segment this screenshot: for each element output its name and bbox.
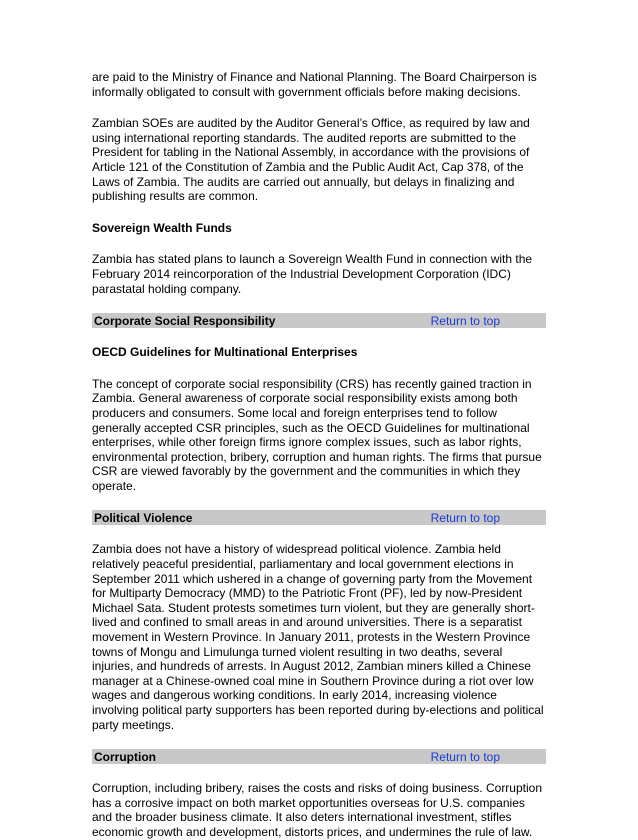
paragraph-soe-audit: Zambian SOEs are audited by the Auditor General’s Office, as required by law and using international reporting standards. The audited reports are submitted to the President for tabling in the National Assembly, in accordance with the provisions of Article 121 of the Constitution of Zambia and the Public Audit Act, Cap 378, of the Laws of Zambia. The audits are carried out annually, but delays in finalizing and publishing results are common.	[92, 116, 530, 204]
paragraph-corruption: Corruption, including bribery, raises the costs and risks of doing business. Corruption has a corrosive impact on both market opportunities overseas for U.S. companies and the broader business climate. It also deters international investment, stifles economic growth and development, distorts prices, and undermines the rule of law.	[92, 781, 542, 839]
section-title-political-violence: Political Violence	[94, 510, 193, 525]
section-bar-corruption	[92, 749, 546, 764]
paragraph-board-chair: are paid to the Ministry of Finance and National Planning. The Board Chairperson is informally obligated to consult with government officials before making decisions.	[92, 70, 537, 99]
return-to-top-link[interactable]: Return to top	[430, 749, 500, 764]
section-bar-csr	[92, 313, 546, 328]
section-title-csr: Corporate Social Responsibility	[94, 313, 276, 328]
heading-sovereign-wealth-funds: Sovereign Wealth Funds	[92, 220, 232, 235]
return-to-top-link[interactable]: Return to top	[430, 313, 500, 328]
section-bar-political-violence	[92, 510, 546, 525]
paragraph-csr: The concept of corporate social responsibility (CRS) has recently gained traction in Zambia. General awareness of corporate social responsibility exists among both producers and consumers. Some local and foreign enterprises tend to follow generally accepted CSR principles, such as the OECD Guidelines for multinational enterprises, while other foreign firms ignore complex issues, such as labor rights, environmental protection, bribery, corruption and human rights. The firms that pursue CSR are viewed favorably by the government and the communities in which they operate.	[92, 376, 542, 493]
section-title-corruption: Corruption	[94, 749, 156, 764]
paragraph-political-violence: Zambia does not have a history of widespread political violence. Zambia held relatively peaceful presidential, parliamentary and local government elections in September 2011 which ushered in a change of governing party from the Movement for Multiparty Democracy (MMD) to the Patriotic Front (PF), led by now-President Michael Sata. Student protests sometimes turn violent, but they are generally short-lived and confined to small areas in and around universities. There is a separatist movement in Western Province. In January 2011, protests in the Western Province towns of Mongu and Limulunga turned violent resulting in two deaths, several injuries, and hundreds of arrests. In August 2012, Zambian miners killed a Chinese manager at a Chinese-owned coal mine in Southern Province during a riot over low wages and dangerous working conditions. In early 2014, increasing violence involving political party supporters has been reported during by-elections and political party meetings.	[92, 542, 544, 732]
heading-oecd-guidelines: OECD Guidelines for Multinational Enterprises	[92, 345, 358, 360]
return-to-top-link[interactable]: Return to top	[430, 510, 500, 525]
paragraph-sovereign-wealth-fund: Zambia has stated plans to launch a Sovereign Wealth Fund in connection with the February 2014 reincorporation of the Industrial Development Corporation (IDC) parastatal holding company.	[92, 252, 533, 296]
